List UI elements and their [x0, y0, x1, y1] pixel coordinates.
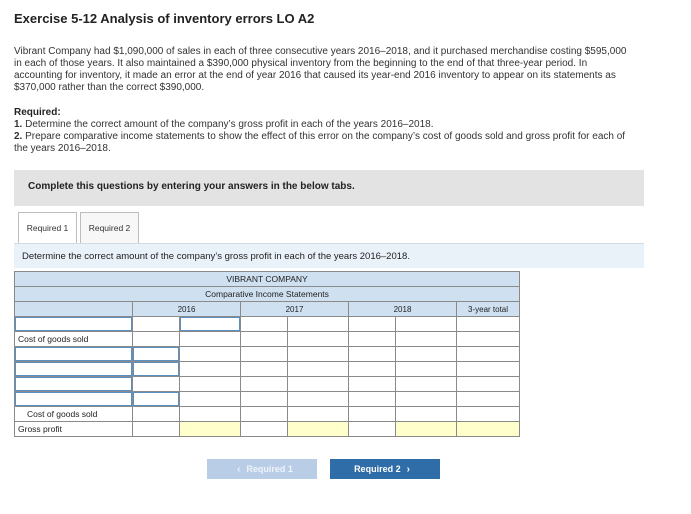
cell	[241, 392, 288, 407]
cell	[349, 377, 396, 392]
cell-2016-input[interactable]	[133, 392, 180, 407]
cell	[457, 407, 520, 422]
cell	[133, 317, 180, 332]
statement-title: Comparative Income Statements	[15, 287, 520, 302]
previous-button-label: Required 1	[246, 464, 293, 474]
next-button[interactable]	[330, 459, 440, 479]
cell	[349, 362, 396, 377]
cell	[133, 407, 180, 422]
cell	[457, 332, 520, 347]
cell	[133, 422, 180, 437]
col-header-3yr-total: 3-year total	[457, 302, 520, 317]
gross-profit-label: Gross profit	[15, 422, 133, 437]
required-item-1-number: 1.	[14, 119, 23, 130]
required-heading: Required:	[14, 107, 61, 118]
cell	[349, 347, 396, 362]
cell	[180, 347, 241, 362]
company-name: VIBRANT COMPANY	[15, 272, 520, 287]
cell	[457, 377, 520, 392]
row-label-input[interactable]	[15, 362, 133, 377]
tab-instruction-bar	[14, 243, 644, 268]
required-item-1-text: Determine the correct amount of the company’s gross profit in each of the years 2016–2018.	[22, 119, 434, 130]
cell	[396, 317, 457, 332]
cell	[288, 377, 349, 392]
required-item-1	[14, 119, 634, 131]
cell	[288, 407, 349, 422]
tab-required-2[interactable]: Required 2	[80, 212, 139, 243]
cogs-header-label: Cost of goods sold	[15, 332, 133, 347]
value-input-field[interactable]	[133, 392, 179, 406]
problem-text: Vibrant Company had $1,090,000 of sales in each of three consecutive years 2016–2018, and it purchased merchandise costing $595,000 in each of those years. It also maintained a $390,000 physical inventory from the beginning to the end of that three-year period. In accounting for inventory, it made an error at the end of year 2016 that caused its year-end 2016 inventory to appear on its statements as $370,000 rather than the correct $390,000.	[14, 46, 627, 93]
cell	[349, 407, 396, 422]
required-item-2-number: 2.	[14, 131, 23, 142]
cell	[180, 362, 241, 377]
cell	[241, 332, 288, 347]
cell	[241, 422, 288, 437]
cell	[457, 392, 520, 407]
col-header-2016: 2016	[133, 302, 241, 317]
value-input-field[interactable]	[133, 362, 179, 376]
cell	[457, 317, 520, 332]
required-item-2-text: Prepare comparative income statements to show the effect of this error on the company’s cost of goods sold and gross profit for each of the years 2016–2018.	[14, 131, 626, 154]
gross-profit-2018-input[interactable]	[396, 422, 457, 437]
cell	[349, 392, 396, 407]
label-input-field[interactable]	[15, 377, 132, 391]
cell	[288, 332, 349, 347]
cell	[457, 362, 520, 377]
cell	[241, 347, 288, 362]
cogs-total-label: Cost of goods sold	[15, 407, 133, 422]
label-input-field[interactable]	[15, 317, 132, 331]
income-statement-table	[14, 271, 520, 437]
cell	[288, 347, 349, 362]
required-item-2	[14, 131, 634, 155]
gross-profit-total-input[interactable]	[457, 422, 520, 437]
cell-2016-input[interactable]	[180, 317, 241, 332]
next-button-label: Required 2	[354, 464, 401, 474]
instructions-text: Complete this questions by entering your answers in the below tabs.	[28, 181, 355, 192]
row-label-input[interactable]	[15, 377, 133, 392]
cell	[349, 332, 396, 347]
previous-button[interactable]	[207, 459, 317, 479]
cell	[180, 392, 241, 407]
cell	[288, 362, 349, 377]
col-header-2018: 2018	[349, 302, 457, 317]
value-input-field[interactable]	[133, 347, 179, 361]
label-input-field[interactable]	[15, 347, 132, 361]
cell	[288, 392, 349, 407]
value-input-field[interactable]	[180, 317, 240, 331]
cell	[241, 317, 288, 332]
cell	[396, 347, 457, 362]
chevron-right-icon: ›	[406, 463, 410, 475]
label-input-field[interactable]	[15, 392, 132, 406]
cell	[457, 347, 520, 362]
cell	[241, 407, 288, 422]
cell	[180, 332, 241, 347]
header-blank	[15, 302, 133, 317]
row-label-input[interactable]	[15, 317, 133, 332]
tab-instruction-text: Determine the correct amount of the company’s gross profit in each of the years 2016–2018.	[22, 251, 410, 262]
cell	[133, 377, 180, 392]
col-header-2017: 2017	[241, 302, 349, 317]
instructions-panel	[14, 170, 644, 206]
row-label-input[interactable]	[15, 392, 133, 407]
tab-required-1[interactable]: Required 1	[18, 212, 77, 243]
gross-profit-2017-input[interactable]	[288, 422, 349, 437]
cell	[396, 362, 457, 377]
cell	[180, 377, 241, 392]
cell	[288, 317, 349, 332]
cell	[396, 392, 457, 407]
cell	[396, 332, 457, 347]
cell	[396, 407, 457, 422]
cell	[241, 362, 288, 377]
cell-2016-input[interactable]	[133, 362, 180, 377]
cell	[396, 377, 457, 392]
label-input-field[interactable]	[15, 362, 132, 376]
gross-profit-2016-input[interactable]	[180, 422, 241, 437]
cell	[180, 407, 241, 422]
row-label-input[interactable]	[15, 347, 133, 362]
cell	[241, 377, 288, 392]
cell	[349, 422, 396, 437]
cell-2016-input[interactable]	[133, 347, 180, 362]
chevron-left-icon: ‹	[237, 463, 241, 475]
exercise-title: Exercise 5-12 Analysis of inventory errors LO A2	[14, 11, 315, 26]
cell	[133, 332, 180, 347]
cell	[349, 317, 396, 332]
